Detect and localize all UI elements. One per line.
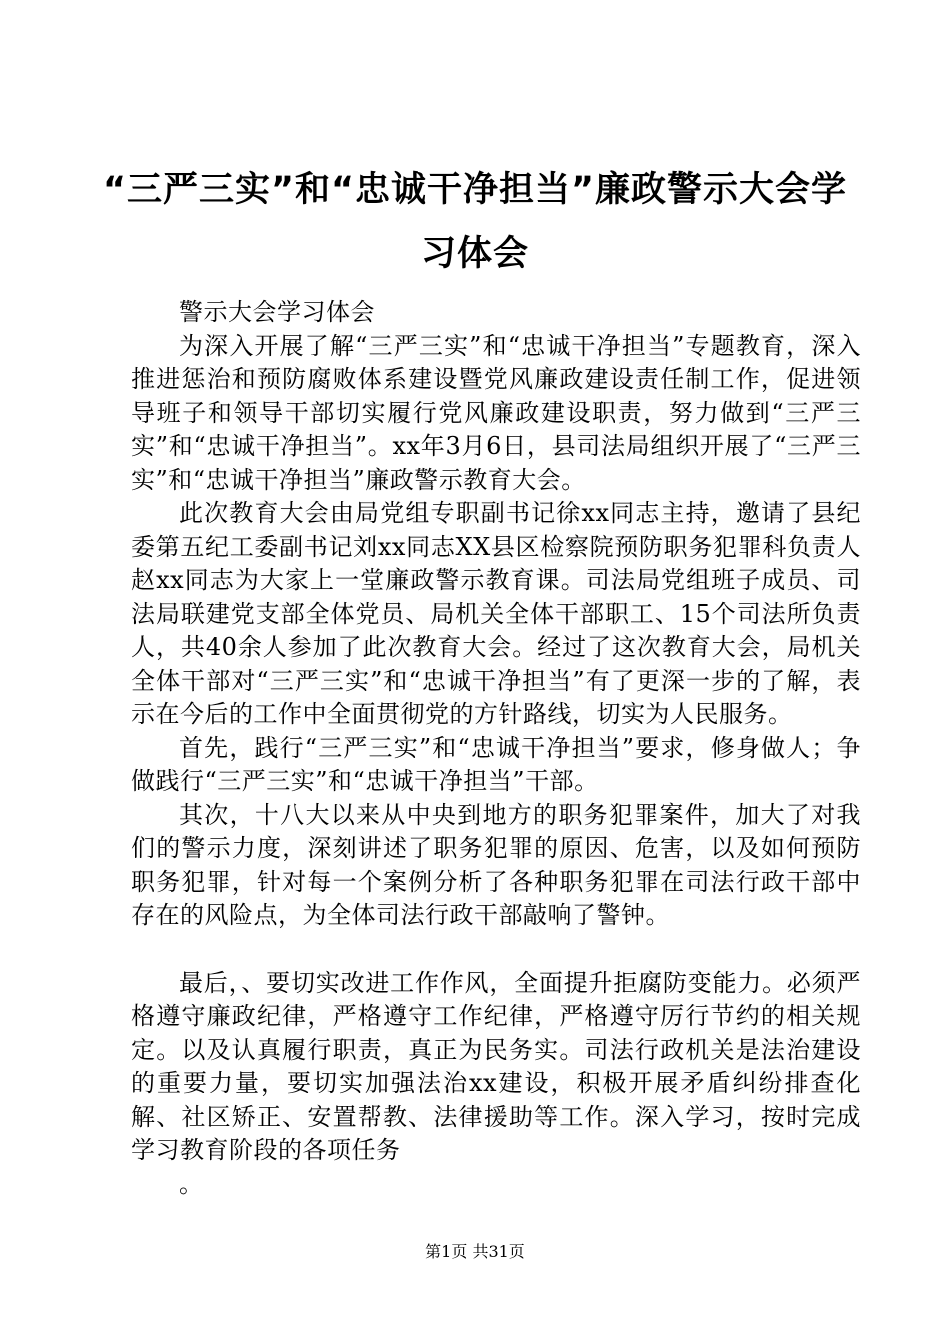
subtitle: 警示大会学习体会 <box>179 298 375 326</box>
paragraph-first: 首先，践行“三严三实”和“忠诚干净担当”要求，修身做人；争做践行“三严三实”和“忠诚干净担当”干部。 <box>131 733 861 795</box>
paragraph-second: 其次，十八大以来从中央到地方的职务犯罪案件，加大了对我们的警示力度，深刻讲述了职务犯罪的原因、危害，以及如何预防职务犯罪，针对每一个案例分析了各种职务犯罪在司法行政干部中存在的风险点，为全体司法行政干部敲响了警钟。 <box>131 800 861 929</box>
document-body <box>131 296 861 1201</box>
paragraph-intro: 为深入开展了解“三严三实”和“忠诚干净担当”专题教育，深入推进惩治和预防腐败体系建设暨党风廉政建设责任制工作，促进领导班子和领导干部切实履行党风廉政建设职责，努力做到“三严三实”和“忠诚干净担当”。xx年3月6日，县司法局组织开展了“三严三实”和“忠诚干净担当”廉政警示教育大会。 <box>131 331 861 494</box>
paragraph-closing-mark: 。 <box>179 1169 204 1198</box>
document-title: “三严三实”和“忠诚干净担当”廉政警示大会学习体会 <box>102 170 847 274</box>
paragraph-spacer <box>131 933 861 967</box>
paragraph-last: 最后，、要切实改进工作作风，全面提升拒腐防变能力。必须严格遵守廉政纪律，严格遵守工作纪律，严格遵守厉行节约的相关规定。以及认真履行职责，真正为民务实。司法行政机关是法治建设的重要力量，要切实加强法治xx建设，积极开展矛盾纠纷排查化解、社区矫正、安置帮教、法律援助等工作。深入学习，按时完成学习教育阶段的各项任务 <box>131 968 861 1164</box>
page-footer: 第1页 共31页 <box>425 1242 525 1261</box>
paragraph-meeting: 此次教育大会由局党组专职副书记徐xx同志主持，邀请了县纪委第五纪工委副书记刘xx同志XX县区检察院预防职务犯罪科负责人赵xx同志为大家上一堂廉政警示教育课。司法局党组班子成员、司法局联建党支部全体党员、局机关全体干部职工、15个司法所负责人，共40余人参加了此次教育大会。经过了这次教育大会，局机关全体干部对“三严三实”和“忠诚干净担当”有了更深一步的了解，表示在今后的工作中全面贯彻党的方针路线，切实为人民服务。 <box>131 499 861 728</box>
